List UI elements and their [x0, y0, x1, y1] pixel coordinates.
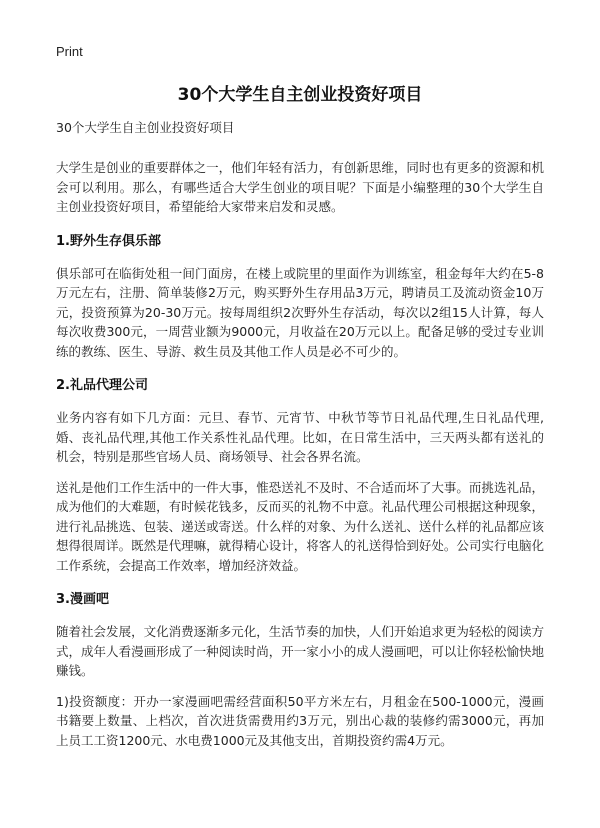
print-link[interactable]: Print [56, 44, 83, 59]
intro-paragraph: 大学生是创业的重要群体之一，他们年轻有活力，有创新思维，同时也有更多的资源和机会可以利用。那么，有哪些适合大学生创业的项目呢？下面是小编整理的30个大学生自主创业投资好项目，希望能给大家带来启发和灵感。 [56, 160, 544, 214]
section-2-paragraph-2: 送礼是他们工作生活中的一件大事，惟恐送礼不及时、不合适而坏了大事。而挑选礼品，成为他们的大难题，有时候花钱多，反而买的礼物不中意。礼品代理公司根据这种现象，进行礼品挑选、包装、递送或寄送。什么样的对象、为什么送礼、送什么样的礼品都应该想得很周详。既然是代理嘛，就得精心设计，将客人的礼送得恰到好处。公司实行电脑化工作系统，会提高工作效率，增加经济效益。 [56, 479, 544, 573]
section-heading-2: 2.礼品代理公司 [56, 378, 148, 393]
section-2-paragraph-1: 业务内容有如下几方面：元旦、春节、元宵节、中秋节等节日礼品代理,生日礼品代理,婚、丧礼品代理,其他工作关系性礼品代理。比如，在日常生活中，三天两头都有送礼的机会，特别是那些官场人员、商场领导、社会各界名流。 [56, 410, 544, 464]
section-3-paragraph-1: 随着社会发展，文化消费逐渐多元化，生活节奏的加快，人们开始追求更为轻松的阅读方式，成年人看漫画形成了一种阅读时尚，开一家小小的成人漫画吧，可以让你轻松愉快地赚钱。 [56, 624, 544, 678]
section-1-paragraph-1: 俱乐部可在临街处租一间门面房，在楼上或院里的里面作为训练室，租金每年大约在5-8万元左右，注册、简单装修2万元，购买野外生存用品3万元，聘请员工及流动资金10万元，投资预算为20-30万元。按每周组织2次野外生存活动，每次以2组15人计算，每人每次收费300元，一周营业额为9000元，月收益在20万元以上。配备足够的受过专业训练的教练、医生、导游、救生员及其他工作人员是必不可少的。 [56, 265, 544, 359]
section-heading-1: 1.野外生存俱乐部 [56, 233, 161, 249]
article-body [56, 118, 544, 761]
section-3-paragraph-2: 1)投资额度：开办一家漫画吧需经营面积50平方米左右，月租金在500-1000元，漫画书籍要上数量、上档次，首次进货需费用约3万元，别出心裁的装修约需3000元，再加上员工工资1200元、水电费1000元及其他支出，首期投资约需4万元。 [56, 693, 544, 748]
article-title: 30个大学生自主创业投资好项目 [177, 85, 423, 105]
section-heading-3: 3.漫画吧 [56, 592, 109, 607]
article-subtitle: 30个大学生自主创业投资好项目 [56, 120, 235, 135]
